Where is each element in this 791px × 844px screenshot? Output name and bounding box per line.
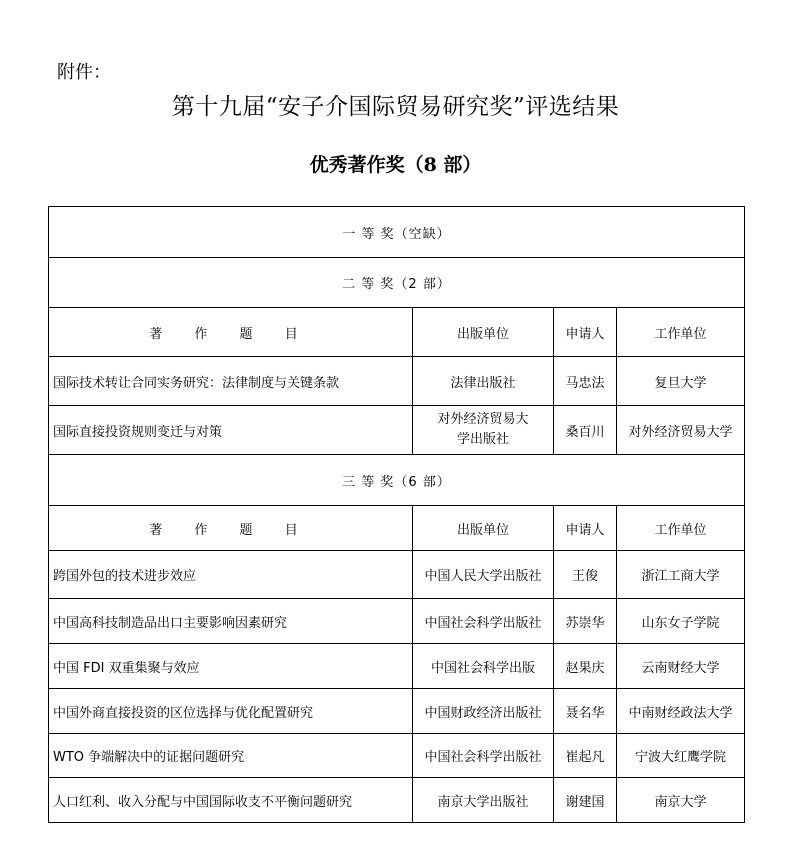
table-row — [49, 689, 745, 734]
publisher: 中国社会科学出版社 — [413, 734, 554, 778]
table-row — [49, 357, 745, 406]
column-header-title: 著 作 题 目 — [49, 308, 413, 357]
column-header-unit: 工作单位 — [617, 308, 745, 357]
publisher: 中国财政经济出版社 — [413, 689, 554, 734]
book-title: 中国 FDI 双重集聚与效应 — [49, 644, 413, 689]
work-unit: 中南财经政法大学 — [617, 689, 745, 734]
book-title: 国际直接投资规则变迁与对策 — [49, 406, 413, 455]
third-prize-header-row — [49, 506, 745, 551]
table-row — [49, 734, 745, 778]
applicant: 谢建国 — [554, 778, 617, 823]
publisher: 法律出版社 — [413, 357, 554, 406]
column-header-applicant: 申请人 — [554, 506, 617, 551]
second-prize-heading: 二 等 奖（2 部） — [49, 258, 745, 308]
work-unit: 山东女子学院 — [617, 599, 745, 644]
first-prize-heading: 一 等 奖（空缺） — [49, 207, 745, 258]
column-header-publisher: 出版单位 — [413, 506, 554, 551]
table-row — [49, 551, 745, 599]
second-prize-header-row — [49, 308, 745, 357]
third-prize-heading: 三 等 奖（6 部） — [49, 455, 745, 506]
award-category-title: 优秀著作奖（8 部） — [309, 154, 482, 176]
book-title: 中国高科技制造品出口主要影响因素研究 — [49, 599, 413, 644]
table-row — [49, 599, 745, 644]
column-header-applicant: 申请人 — [554, 308, 617, 357]
second-prize-row — [49, 258, 745, 308]
awards-table — [48, 206, 745, 823]
publisher: 中国社会科学出版社 — [413, 599, 554, 644]
applicant: 桑百川 — [554, 406, 617, 455]
work-unit: 宁波大红鹰学院 — [617, 734, 745, 778]
applicant: 苏崇华 — [554, 599, 617, 644]
applicant: 赵果庆 — [554, 644, 617, 689]
work-unit: 云南财经大学 — [617, 644, 745, 689]
table-row — [49, 406, 745, 455]
book-title: 中国外商直接投资的区位选择与优化配置研究 — [49, 689, 413, 734]
book-title: 人口红利、收入分配与中国国际收支不平衡问题研究 — [49, 778, 413, 823]
applicant: 崔起凡 — [554, 734, 617, 778]
applicant: 王俊 — [554, 551, 617, 599]
column-header-publisher: 出版单位 — [413, 308, 554, 357]
attachment-label: 附件： — [57, 62, 111, 83]
work-unit: 浙江工商大学 — [617, 551, 745, 599]
work-unit: 复旦大学 — [617, 357, 745, 406]
publisher: 中国社会科学出版 — [413, 644, 554, 689]
book-title: 跨国外包的技术进步效应 — [49, 551, 413, 599]
book-title: WTO 争端解决中的证据问题研究 — [49, 734, 413, 778]
applicant: 聂名华 — [554, 689, 617, 734]
table-row — [49, 644, 745, 689]
third-prize-row — [49, 455, 745, 506]
publisher: 对外经济贸易大学出版社 — [413, 406, 554, 455]
column-header-unit: 工作单位 — [617, 506, 745, 551]
publisher: 南京大学出版社 — [413, 778, 554, 823]
work-unit: 对外经济贸易大学 — [617, 406, 745, 455]
work-unit: 南京大学 — [617, 778, 745, 823]
applicant: 马忠法 — [554, 357, 617, 406]
publisher: 中国人民大学出版社 — [413, 551, 554, 599]
document-title: 第十九届“安子介国际贸易研究奖”评选结果 — [171, 94, 620, 120]
first-prize-row — [49, 207, 745, 258]
book-title: 国际技术转让合同实务研究：法律制度与关键条款 — [49, 357, 413, 406]
table-row — [49, 778, 745, 823]
column-header-title: 著 作 题 目 — [49, 506, 413, 551]
